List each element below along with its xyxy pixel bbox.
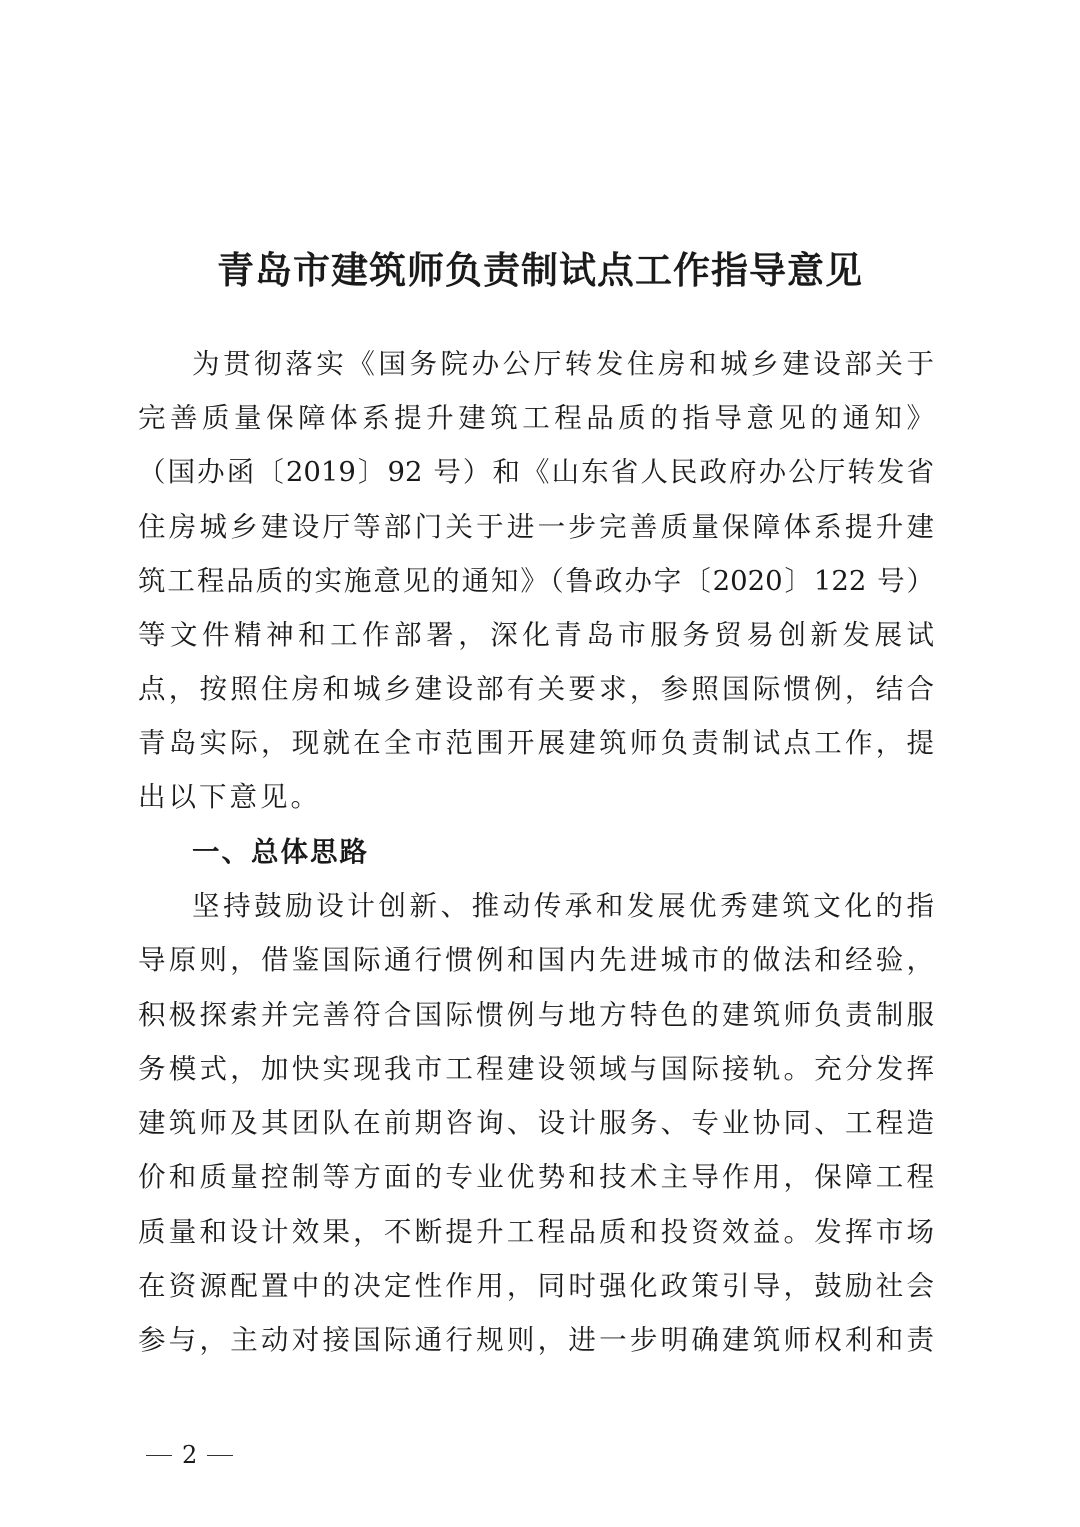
paragraph1-line: （国办函〔2019〕92 号）和《山东省人民政府办公厅转发省 [138,456,934,488]
paragraph1-line: 点，按照住房和城乡建设部有关要求，参照国际惯例，结合 [138,673,934,705]
paragraph2-line: 积极探索并完善符合国际惯例与地方特色的建筑师负责制服 [138,999,934,1031]
paragraph2-line: 在资源配置中的决定性作用，同时强化政策引导，鼓励社会 [138,1270,934,1302]
document-title: 青岛市建筑师负责制试点工作指导意见 [217,248,863,292]
paragraph1-line: 为贯彻落实《国务院办公厅转发住房和城乡建设部关于 [192,348,934,380]
paragraph2-line: 参与，主动对接国际通行规则，进一步明确建筑师权利和责 [138,1324,934,1356]
paragraph2-line: 坚持鼓励设计创新、推动传承和发展优秀建筑文化的指 [192,890,934,922]
paragraph1-line: 住房城乡建设厅等部门关于进一步完善质量保障体系提升建 [138,511,934,543]
paragraph2-line: 价和质量控制等方面的专业优势和技术主导作用，保障工程 [138,1161,934,1193]
paragraph1-line: 完善质量保障体系提升建筑工程品质的指导意见的通知》 [138,402,934,434]
footer-right-dash [207,1455,233,1456]
paragraph2-line: 质量和设计效果，不断提升工程品质和投资效益。发挥市场 [138,1216,934,1248]
paragraph1-line: 青岛实际，现就在全市范围开展建筑师负责制试点工作，提 [138,727,934,759]
footer-left-dash [146,1455,172,1456]
paragraph1-line: 等文件精神和工作部署，深化青岛市服务贸易创新发展试 [138,619,934,651]
page-footer [146,1440,233,1470]
paragraph2-line: 建筑师及其团队在前期咨询、设计服务、专业协同、工程造 [138,1107,934,1139]
paragraph1-line: 出以下意见。 [138,781,321,813]
paragraph1-line: 筑工程品质的实施意见的通知》（鲁政办字〔2020〕122 号） [138,565,934,597]
paragraph2-line: 导原则，借鉴国际通行惯例和国内先进城市的做法和经验， [138,944,934,976]
section-heading: 一、总体思路 [192,836,369,868]
page-number: 2 [182,1441,198,1469]
paragraph2-line: 务模式，加快实现我市工程建设领域与国际接轨。充分发挥 [138,1053,934,1085]
